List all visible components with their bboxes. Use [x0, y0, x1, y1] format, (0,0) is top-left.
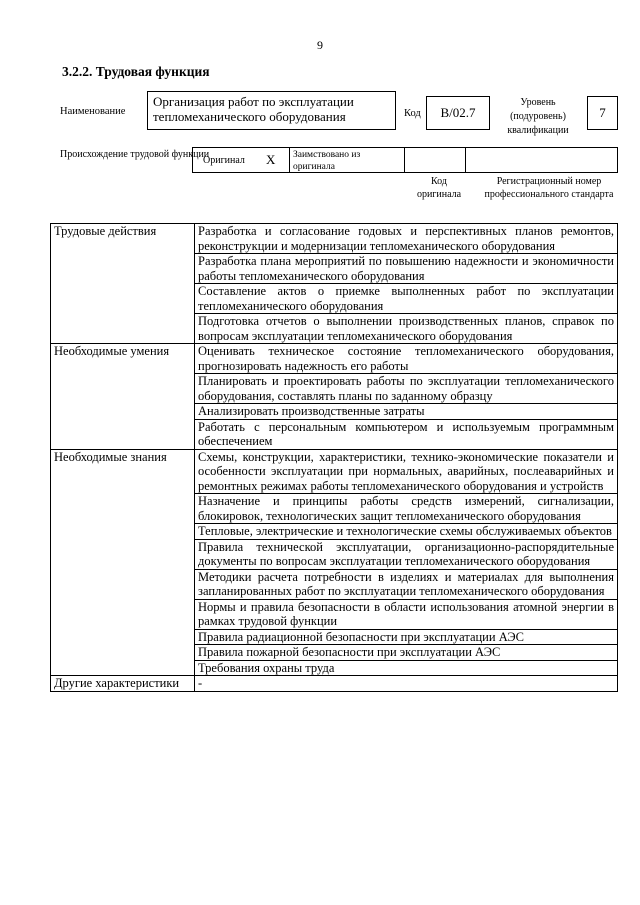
skills-label: Необходимые умения [51, 344, 195, 450]
function-table [50, 223, 618, 692]
page-number: 9 [317, 38, 323, 52]
table-cell: Требования охраны труда [195, 660, 618, 676]
level-value: 7 [587, 96, 618, 130]
original-cell [192, 147, 290, 173]
function-name-field: Организация работ по эксплуатации тепломеханического оборудования [147, 91, 396, 130]
table-cell: Тепловые, электрические и технологические схемы обслуживаемых объектов [195, 524, 618, 540]
table-row [51, 449, 618, 494]
table-cell: Разработка плана мероприятий по повышению надежности и экономичности работы тепломеханического оборудования [195, 254, 618, 284]
table-row [51, 676, 618, 692]
table-cell: Правила радиационной безопасности при эксплуатации АЭС [195, 629, 618, 645]
table-cell: Правила пожарной безопасности при эксплуатации АЭС [195, 645, 618, 661]
table-row [51, 344, 618, 374]
table-cell: Составление актов о приемке выполненных работ по эксплуатации тепломеханического оборудования [195, 284, 618, 314]
code-label: Код [404, 108, 421, 119]
code-original-cell [404, 147, 466, 173]
table-cell: Оценивать техническое состояние тепломеханического оборудования, прогнозировать надежность его работы [195, 344, 618, 374]
name-label: Наименование [60, 106, 126, 117]
origin-row [192, 147, 618, 173]
other-label: Другие характеристики [51, 676, 195, 692]
code-original-label: Код оригинала [416, 176, 462, 200]
original-mark: X [266, 152, 276, 167]
labor-actions-label: Трудовые действия [51, 224, 195, 344]
reg-number-label: Регистрационный номер профессионального стандарта [484, 176, 614, 200]
table-cell: Подготовка отчетов о выполнении производственных планов, справок по вопросам эксплуатации тепломеханического оборудования [195, 314, 618, 344]
code-value: B/02.7 [426, 96, 490, 130]
table-cell: Работать с персональным компьютером и используемым программным обеспечением [195, 419, 618, 449]
reg-number-cell [465, 147, 618, 173]
table-cell: - [195, 676, 618, 692]
table-cell: Методики расчета потребности в изделиях и материалах для выполнения запланированных работ по эксплуатации тепломеханического оборудования [195, 569, 618, 599]
table-cell: Разработка и согласование годовых и перспективных планов ремонтов, реконструкции и модернизации тепломеханического оборудования [195, 224, 618, 254]
original-label: Оригинал [203, 155, 245, 166]
table-cell: Схемы, конструкции, характеристики, технико-экономические показатели и особенности эксплуатации при нормальных, аварийных, послеаварийных и ремонтных режимах работы тепломеханического оборудования и устройств [195, 449, 618, 494]
table-cell: Анализировать производственные затраты [195, 404, 618, 420]
table-cell: Правила технической эксплуатации, организационно-распорядительные документы по вопросам эксплуатации тепломеханического оборудования [195, 539, 618, 569]
section-title: 3.2.2. Трудовая функция [62, 64, 210, 79]
origin-label: Происхождение трудовой функции [60, 149, 210, 160]
borrowed-cell: Заимствовано из оригинала [289, 147, 405, 173]
table-cell: Нормы и правила безопасности в области использования атомной энергии в рамках трудовой функции [195, 599, 618, 629]
table-row [51, 224, 618, 254]
level-label: Уровень (подуровень) квалификации [507, 97, 569, 136]
knowledge-label: Необходимые знания [51, 449, 195, 676]
table-cell: Планировать и проектировать работы по эксплуатации тепломеханического оборудования, составлять планы по заданному образцу [195, 374, 618, 404]
table-cell: Назначение и принципы работы средств измерений, сигнализации, блокировок, технологических защит тепломеханического оборудования [195, 494, 618, 524]
